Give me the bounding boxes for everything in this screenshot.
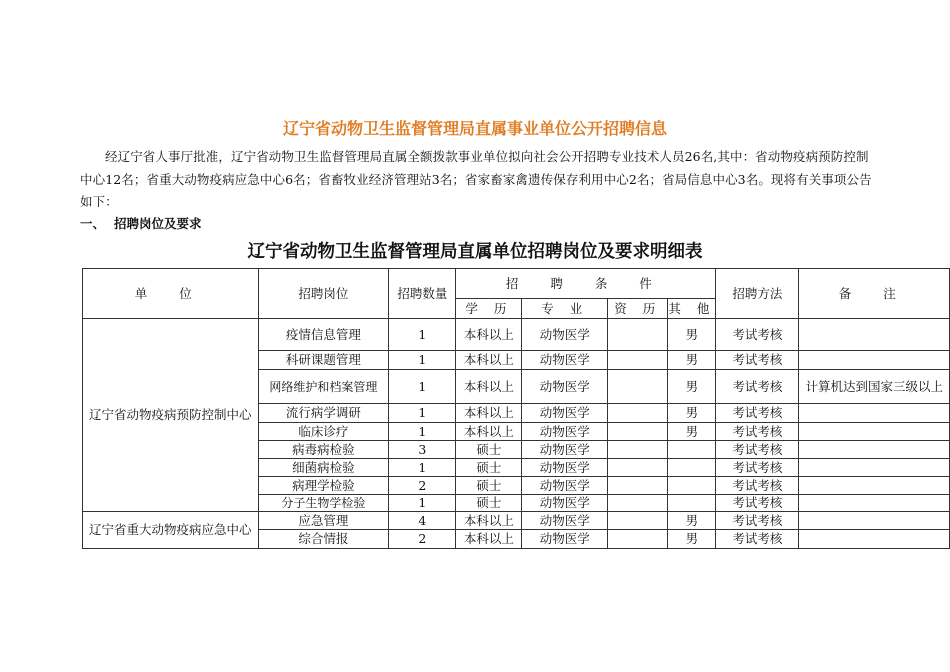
- recruitment-table: [82, 268, 950, 549]
- major-cell: 动物医学: [522, 512, 608, 530]
- other-cell: [668, 441, 716, 459]
- method-cell: 考试考核: [716, 459, 799, 477]
- table-row: [83, 319, 950, 351]
- education-cell: 本科以上: [456, 512, 522, 530]
- education-cell: 硕士: [456, 495, 522, 512]
- other-cell: 男: [668, 404, 716, 423]
- header-method: 招聘方法: [716, 269, 799, 319]
- header-unit: 单 位: [83, 269, 259, 319]
- position-cell: 流行病学调研: [258, 404, 389, 423]
- method-cell: 考试考核: [716, 530, 799, 549]
- count-cell: 4: [389, 512, 456, 530]
- header-experience: 资 历: [608, 299, 668, 319]
- method-cell: 考试考核: [716, 404, 799, 423]
- major-cell: 动物医学: [522, 495, 608, 512]
- major-cell: 动物医学: [522, 351, 608, 370]
- remark-cell: [799, 351, 950, 370]
- intro-paragraph: 经辽宁省人事厅批准，辽宁省动物卫生监督管理局直属全额拨款事业单位拟向社会公开招聘专业技术人员26名,其中：省动物疫病预防控制中心12名；省重大动物疫病应急中心6名；省畜牧业经济管理站3名；省家畜家禽遗传保存利用中心2名；省局信息中心3名。现将有关事项公告如下：: [80, 149, 872, 209]
- remark-cell: [799, 477, 950, 495]
- unit-cell: 辽宁省重大动物疫病应急中心: [83, 512, 259, 549]
- document-title: 辽宁省动物卫生监督管理局直属事业单位公开招聘信息: [282, 119, 667, 138]
- major-cell: 动物医学: [522, 459, 608, 477]
- position-cell: 科研课题管理: [258, 351, 389, 370]
- experience-cell: [608, 441, 668, 459]
- header-remarks: 备 注: [799, 269, 950, 319]
- position-cell: 应急管理: [258, 512, 389, 530]
- major-cell: 动物医学: [522, 530, 608, 549]
- count-cell: 1: [389, 423, 456, 441]
- other-cell: 男: [668, 423, 716, 441]
- experience-cell: [608, 477, 668, 495]
- major-cell: 动物医学: [522, 319, 608, 351]
- experience-cell: [608, 370, 668, 404]
- remark-cell: 计算机达到国家三级以上: [799, 370, 950, 404]
- count-cell: 1: [389, 370, 456, 404]
- remark-cell: [799, 319, 950, 351]
- count-cell: 2: [389, 477, 456, 495]
- header-major: 专 业: [522, 299, 608, 319]
- method-cell: 考试考核: [716, 512, 799, 530]
- method-cell: 考试考核: [716, 319, 799, 351]
- header-count: 招聘数量: [389, 269, 456, 319]
- table-row: [83, 512, 950, 530]
- position-cell: 细菌病检验: [258, 459, 389, 477]
- method-cell: 考试考核: [716, 477, 799, 495]
- position-cell: 综合情报: [258, 530, 389, 549]
- position-cell: 分子生物学检验: [258, 495, 389, 512]
- major-cell: 动物医学: [522, 441, 608, 459]
- experience-cell: [608, 319, 668, 351]
- table-title: 辽宁省动物卫生监督管理局直属单位招聘岗位及要求明细表: [247, 242, 703, 262]
- remark-cell: [799, 441, 950, 459]
- header-other: 其 他: [668, 299, 716, 319]
- education-cell: 本科以上: [456, 351, 522, 370]
- experience-cell: [608, 459, 668, 477]
- count-cell: 1: [389, 351, 456, 370]
- education-cell: 本科以上: [456, 370, 522, 404]
- position-cell: 临床诊疗: [258, 423, 389, 441]
- experience-cell: [608, 530, 668, 549]
- education-cell: 本科以上: [456, 404, 522, 423]
- other-cell: [668, 459, 716, 477]
- position-cell: 疫情信息管理: [258, 319, 389, 351]
- count-cell: 1: [389, 319, 456, 351]
- major-cell: 动物医学: [522, 423, 608, 441]
- method-cell: 考试考核: [716, 423, 799, 441]
- header-education: 学 历: [456, 299, 522, 319]
- count-cell: 1: [389, 459, 456, 477]
- education-cell: 硕士: [456, 441, 522, 459]
- experience-cell: [608, 404, 668, 423]
- header-position: 招聘岗位: [258, 269, 389, 319]
- header-conditions: 招 聘 条 件: [456, 269, 716, 299]
- major-cell: 动物医学: [522, 404, 608, 423]
- education-cell: 本科以上: [456, 319, 522, 351]
- position-cell: 网络维护和档案管理: [258, 370, 389, 404]
- experience-cell: [608, 423, 668, 441]
- method-cell: 考试考核: [716, 495, 799, 512]
- section-heading: [80, 214, 202, 232]
- count-cell: 1: [389, 404, 456, 423]
- remark-cell: [799, 404, 950, 423]
- other-cell: 男: [668, 319, 716, 351]
- remark-cell: [799, 459, 950, 477]
- other-cell: 男: [668, 351, 716, 370]
- count-cell: 2: [389, 530, 456, 549]
- other-cell: [668, 477, 716, 495]
- other-cell: 男: [668, 530, 716, 549]
- major-cell: 动物医学: [522, 370, 608, 404]
- remark-cell: [799, 495, 950, 512]
- education-cell: 硕士: [456, 477, 522, 495]
- position-cell: 病理学检验: [258, 477, 389, 495]
- unit-cell: 辽宁省动物疫病预防控制中心: [83, 319, 259, 512]
- education-cell: 硕士: [456, 459, 522, 477]
- other-cell: [668, 495, 716, 512]
- remark-cell: [799, 512, 950, 530]
- major-cell: 动物医学: [522, 477, 608, 495]
- section-title: 招聘岗位及要求: [114, 216, 202, 231]
- other-cell: 男: [668, 512, 716, 530]
- experience-cell: [608, 495, 668, 512]
- experience-cell: [608, 512, 668, 530]
- experience-cell: [608, 351, 668, 370]
- remark-cell: [799, 423, 950, 441]
- method-cell: 考试考核: [716, 370, 799, 404]
- method-cell: 考试考核: [716, 441, 799, 459]
- education-cell: 本科以上: [456, 423, 522, 441]
- position-cell: 病毒病检验: [258, 441, 389, 459]
- remark-cell: [799, 530, 950, 549]
- count-cell: 1: [389, 495, 456, 512]
- education-cell: 本科以上: [456, 530, 522, 549]
- count-cell: 3: [389, 441, 456, 459]
- other-cell: 男: [668, 370, 716, 404]
- section-number: 一、: [80, 216, 106, 231]
- method-cell: 考试考核: [716, 351, 799, 370]
